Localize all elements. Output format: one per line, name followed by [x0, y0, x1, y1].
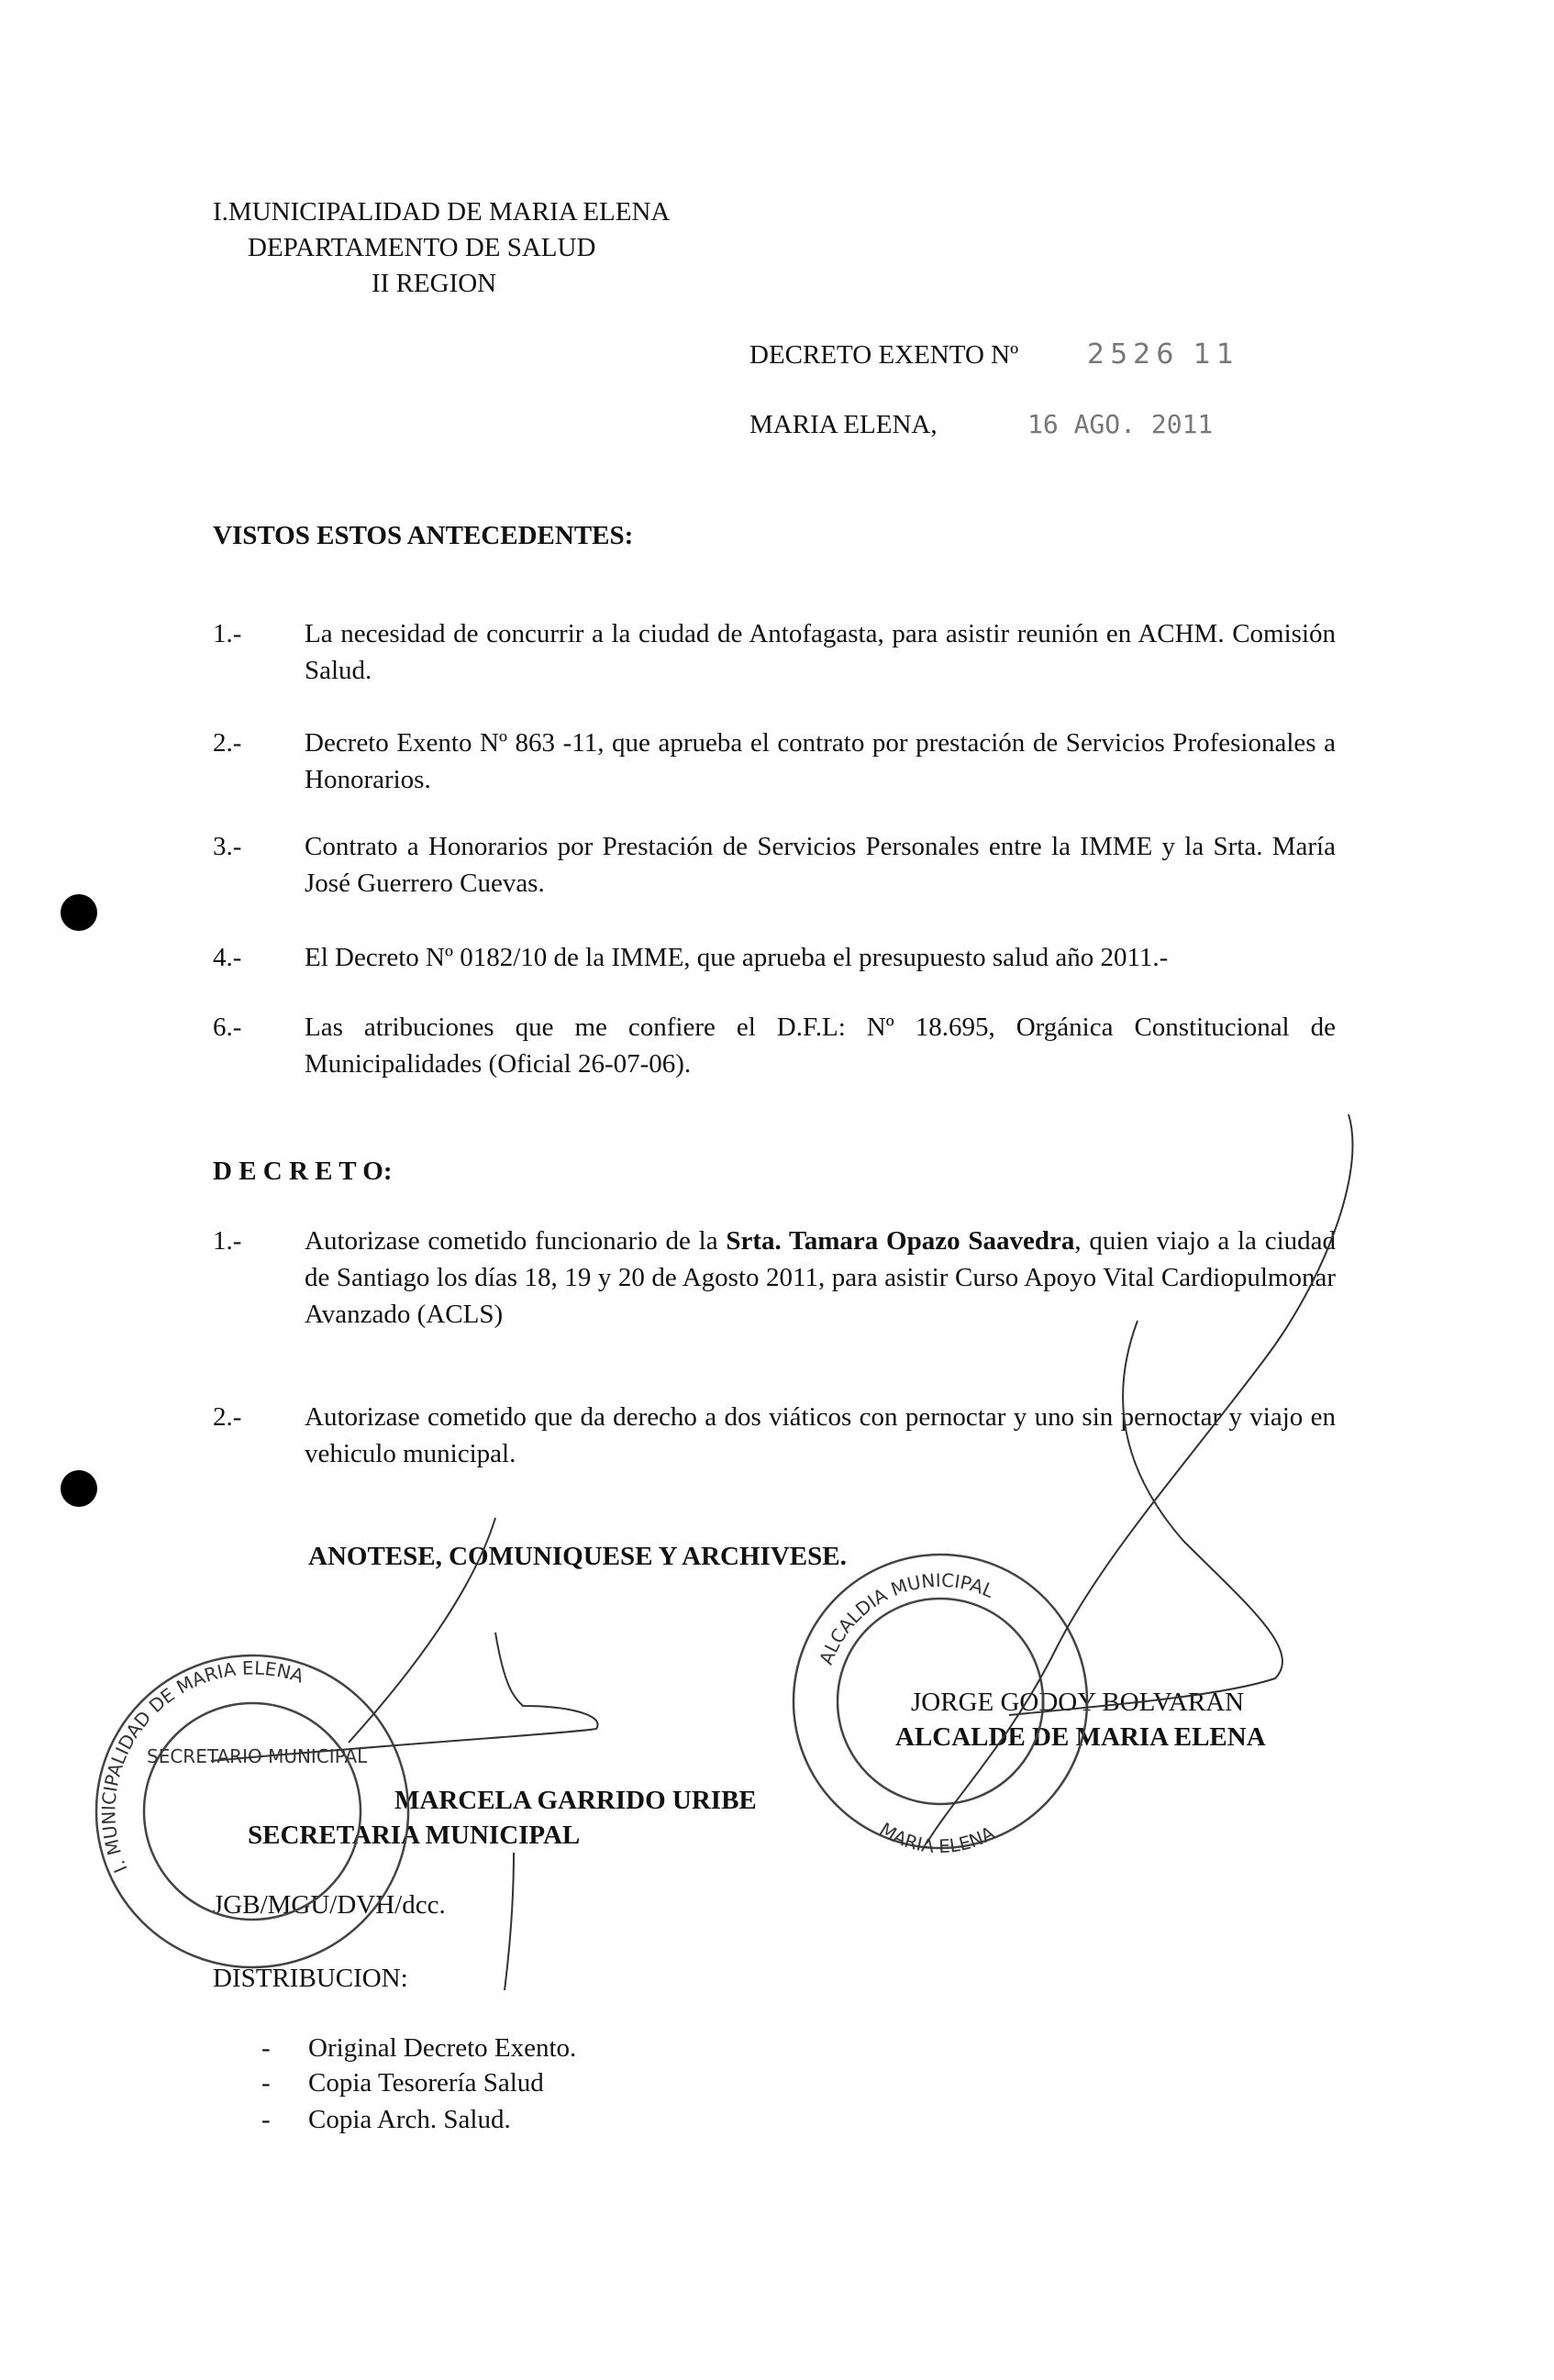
seal-bottom-text: MARIA ELENA [875, 1818, 999, 1858]
right-signer-name: JORGE GODOY BOLVARAN [911, 1688, 1245, 1717]
decreto-item-number: 2.- [213, 1402, 242, 1432]
right-signer-title: ALCALDE DE MARIA ELENA [895, 1722, 1266, 1752]
distribution-title: DISTRIBUCION: [213, 1964, 408, 1993]
left-signer-title: SECRETARIA MUNICIPAL [248, 1821, 581, 1850]
list-item-text: Decreto Exento Nº 863 -11, que aprueba el contrato por prestación de Servicios Profesionales a Honorarios. [305, 728, 1336, 794]
list-item-text: Contrato a Honorarios por Prestación de Servicios Personales entre la IMME y la Srta. María José Guerrero Cuevas. [305, 832, 1336, 898]
punch-hole [61, 1470, 97, 1507]
header-department: DEPARTAMENTO DE SALUD [248, 233, 596, 262]
header-municipality: I.MUNICIPALIDAD DE MARIA ELENA [213, 197, 671, 227]
decree-number-stamp: 2526 11 [1087, 338, 1240, 371]
list-item-number: 3.- [213, 832, 242, 861]
list-item-number: 2.- [213, 728, 242, 758]
list-item-text: Las atribuciones que me confiere el D.F.L: Nº 18.695, Orgánica Constitucional de Municipalidades (Oficial 26-07-06). [305, 1013, 1336, 1079]
distribution-item: Original Decreto Exento. [308, 2033, 577, 2063]
distribution-item: Copia Tesorería Salud [308, 2068, 544, 2098]
list-item-text: El Decreto Nº 0182/10 de la IMME, que aprueba el presupuesto salud año 2011.- [305, 943, 1169, 972]
seal-center-text: SECRETARIO MUNICIPAL [147, 1745, 368, 1767]
closing-formula: ANOTESE, COMUNIQUESE Y ARCHIVESE. [308, 1542, 847, 1571]
vistos-title: VISTOS ESTOS ANTECEDENTES: [213, 521, 634, 550]
distribution-item: Copia Arch. Salud. [308, 2105, 511, 2134]
decreto-title: D E C R E T O: [213, 1157, 393, 1186]
decreto-item-text-post: , quien viajo a la ciudad de Santiago los días 18, 19 y 20 de Agosto 2011, para asistir Curso Apoyo Vital Cardiopulmonar Avanzado (ACLS) [305, 1226, 1336, 1329]
list-bullet: - [261, 2068, 271, 2098]
punch-hole [61, 894, 97, 931]
seal-ring-text: I. MUNICIPALIDAD DE MARIA ELENA [97, 1656, 307, 1876]
decree-label: DECRETO EXENTO Nº [749, 340, 1019, 370]
list-item-number: 1.- [213, 619, 242, 648]
header-region: II REGION [372, 269, 497, 298]
seal-ring-text: ALCALDIA MUNICIPAL [815, 1568, 997, 1668]
list-bullet: - [261, 2105, 271, 2134]
initials: JGB/MGU/DVH/dcc. [213, 1890, 446, 1920]
official-name: Srta. Tamara Opazo Saavedra [726, 1226, 1075, 1256]
decreto-item-text-pre: Autorizase cometido funcionario de la [305, 1226, 727, 1256]
decreto-item-text: Autorizase cometido que da derecho a dos viáticos con pernoctar y uno sin pernoctar y viajo en vehiculo municipal. [305, 1402, 1336, 1468]
place-label: MARIA ELENA, [749, 410, 938, 439]
list-item-text: La necesidad de concurrir a la ciudad de Antofagasta, para asistir reunión en ACHM. Comisión Salud. [305, 619, 1336, 685]
decreto-item-text [305, 1223, 1336, 1333]
list-item-number: 4.- [213, 943, 242, 972]
date-stamp: 16 AGO. 2011 [1027, 409, 1214, 439]
list-bullet: - [261, 2033, 271, 2063]
decreto-item-number: 1.- [213, 1226, 242, 1256]
left-signer-name: MARCELA GARRIDO URIBE [394, 1786, 757, 1815]
list-item-number: 6.- [213, 1013, 242, 1042]
